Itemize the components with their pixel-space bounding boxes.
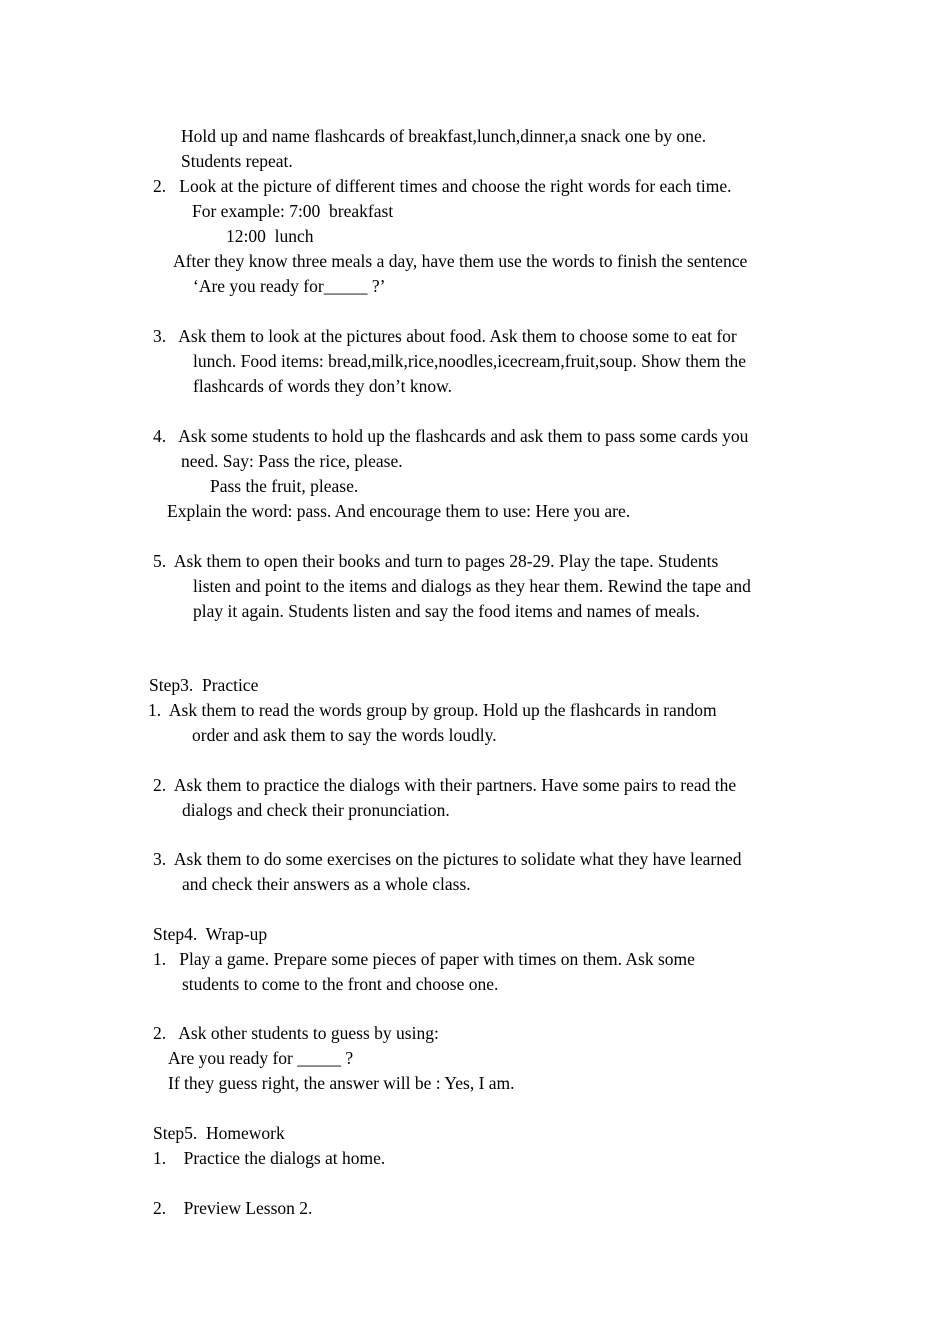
text-line: Hold up and name flashcards of breakfast,lunch,dinner,a snack one by one. bbox=[181, 126, 707, 146]
list-item: 2. Ask them to practice the dialogs with their partners. Have some pairs to read the bbox=[153, 775, 737, 795]
text-line: If they guess right, the answer will be : Yes, I am. bbox=[168, 1073, 515, 1093]
section-heading: Step5. Homework bbox=[153, 1123, 285, 1143]
list-item: 2. Look at the picture of different times and choose the right words for each time. bbox=[153, 176, 732, 196]
list-item: 3. Ask them to do some exercises on the pictures to solidate what they have learned bbox=[153, 849, 742, 869]
text-line: flashcards of words they don’t know. bbox=[193, 376, 453, 396]
list-item: 2. Preview Lesson 2. bbox=[153, 1198, 313, 1218]
text-line: 12:00 lunch bbox=[226, 226, 314, 246]
text-line: listen and point to the items and dialogs as they hear them. Rewind the tape and bbox=[193, 576, 751, 596]
text-line: and check their answers as a whole class. bbox=[182, 874, 471, 894]
text-line: Students repeat. bbox=[181, 151, 293, 171]
text-line: dialogs and check their pronunciation. bbox=[182, 800, 450, 820]
text-line: Are you ready for _____ ? bbox=[168, 1048, 354, 1068]
text-line: order and ask them to say the words loudly. bbox=[192, 725, 497, 745]
text-line: ‘Are you ready for_____ ?’ bbox=[193, 276, 386, 296]
text-line: students to come to the front and choose one. bbox=[182, 974, 499, 994]
list-item: 1. Practice the dialogs at home. bbox=[153, 1148, 386, 1168]
text-line: Explain the word: pass. And encourage them to use: Here you are. bbox=[167, 501, 631, 521]
list-item: 1. Play a game. Prepare some pieces of paper with times on them. Ask some bbox=[153, 949, 695, 969]
text-line: lunch. Food items: bread,milk,rice,noodles,icecream,fruit,soup. Show them the bbox=[193, 351, 747, 371]
list-item: 5. Ask them to open their books and turn to pages 28-29. Play the tape. Students bbox=[153, 551, 719, 571]
text-line: After they know three meals a day, have them use the words to finish the sentence bbox=[173, 251, 748, 271]
section-heading: Step4. Wrap-up bbox=[153, 924, 268, 944]
text-line: Pass the fruit, please. bbox=[210, 476, 359, 496]
text-line: need. Say: Pass the rice, please. bbox=[181, 451, 403, 471]
text-line: For example: 7:00 breakfast bbox=[192, 201, 394, 221]
text-line: play it again. Students listen and say the food items and names of meals. bbox=[193, 601, 700, 621]
section-heading: Step3. Practice bbox=[149, 675, 259, 695]
list-item: 1. Ask them to read the words group by group. Hold up the flashcards in random bbox=[148, 700, 717, 720]
list-item: 3. Ask them to look at the pictures about food. Ask them to choose some to eat for bbox=[153, 326, 737, 346]
list-item: 4. Ask some students to hold up the flashcards and ask them to pass some cards you bbox=[153, 426, 749, 446]
list-item: 2. Ask other students to guess by using: bbox=[153, 1023, 439, 1043]
